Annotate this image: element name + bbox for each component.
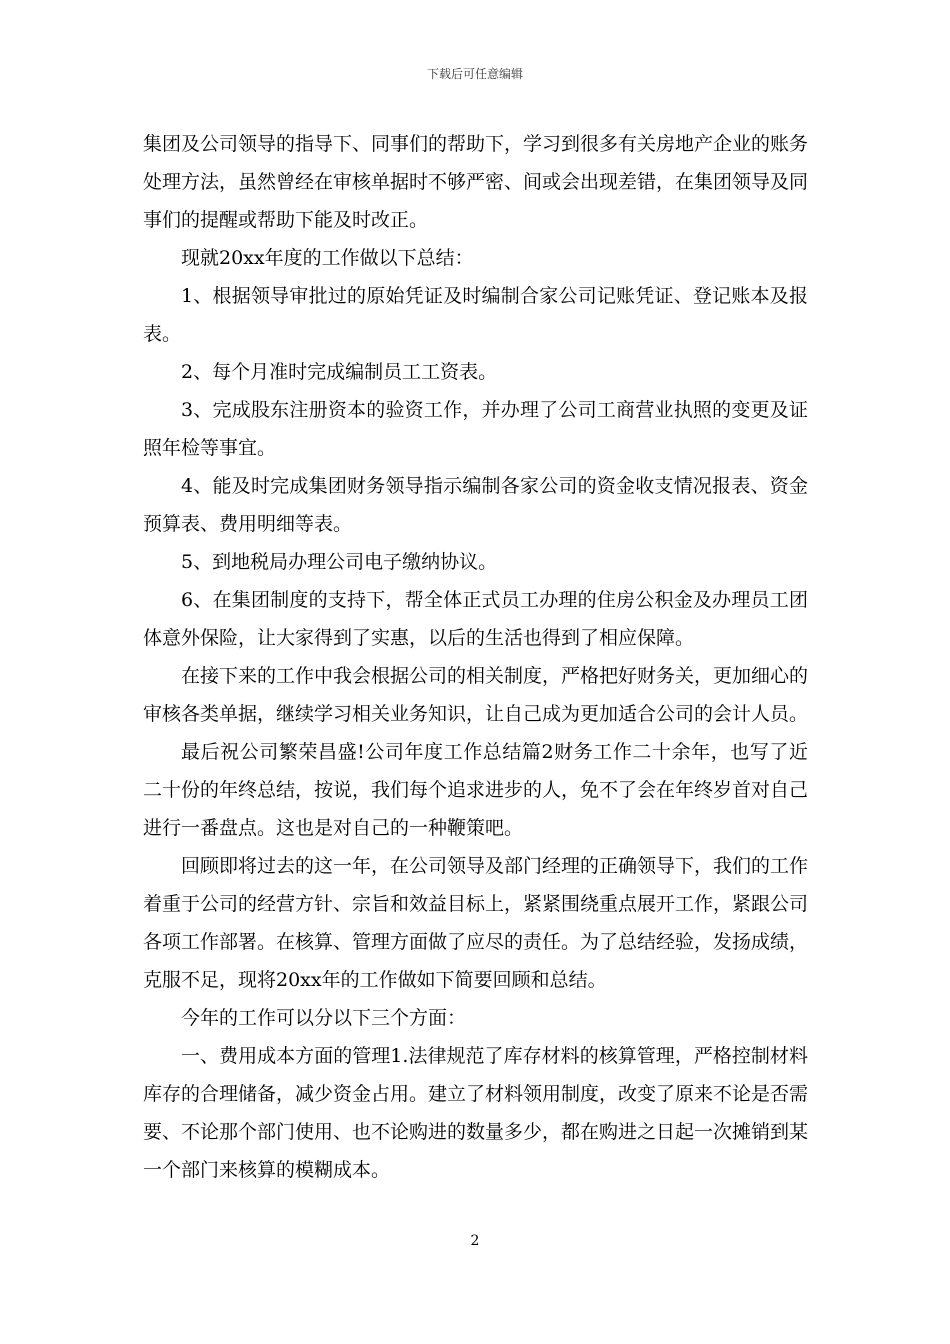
paragraph-3: 1、根据领导审批过的原始凭证及时编制合家公司记账凭证、登记账本及报表。 (143, 285, 808, 345)
page-number: 2 (470, 1233, 480, 1249)
paragraph-13: 一、费用成本方面的管理1.法律规范了库存材料的核算管理，严格控制材料库存的合理储备，减少资金占用。建立了材料领用制度，改变了原来不论是否需要、不论那个部门使用、也不论购进的数量多少，都在购进之日起一次摊销到某一个部门来核算的模糊成本。 (143, 1045, 809, 1181)
paragraph-10: 最后祝公司繁荣昌盛!公司年度工作总结篇2财务工作二十余年，也写了近二十份的年终总结，按说，我们每个追求进步的人，免不了会在年终岁首对自己进行一番盘点。这也是对自己的一种鞭策吧。 (143, 741, 809, 839)
paragraph-6: 4、能及时完成集团财务领导指示编制各家公司的资金收支情况报表、资金预算表、费用明细等表。 (143, 475, 808, 535)
paragraph-11: 回顾即将过去的这一年，在公司领导及部门经理的正确领导下，我们的工作着重于公司的经营方针、宗旨和效益目标上，紧紧围绕重点展开工作，紧跟公司各项工作部署。在核算、管理方面做了应尽的责任。为了总结经验，发扬成绩，克服不足，现将20xx年的工作做如下简要回顾和总结。 (143, 855, 809, 991)
paragraph-7: 5、到地税局办理公司电子缴纳协议。 (181, 551, 498, 573)
paragraph-8: 6、在集团制度的支持下，帮全体正式员工办理的住房公积金及办理员工团体意外保险，让大家得到了实惠，以后的生活也得到了相应保障。 (143, 589, 808, 649)
paragraph-5: 3、完成股东注册资本的验资工作，并办理了公司工商营业执照的变更及证照年检等事宜。 (143, 399, 808, 459)
paragraph-9: 在接下来的工作中我会根据公司的相关制度，严格把好财务关，更加细心的审核各类单据，继续学习相关业务知识，让自己成为更加适合公司的会计人员。 (143, 665, 809, 725)
paragraph-1: 集团及公司领导的指导下、同事们的帮助下，学习到很多有关房地产企业的账务处理方法，虽然曾经在审核单据时不够严密、间或会出现差错，在集团领导及同事们的提醒或帮助下能及时改正。 (143, 133, 809, 231)
paragraph-4: 2、每个月准时完成编制员工工资表。 (181, 361, 498, 383)
page-header: 下载后可任意编辑 (426, 67, 523, 81)
paragraph-2: 现就20xx年度的工作做以下总结： (181, 247, 474, 269)
paragraph-12: 今年的工作可以分以下三个方面： (181, 1007, 467, 1029)
document-body (143, 125, 808, 1189)
